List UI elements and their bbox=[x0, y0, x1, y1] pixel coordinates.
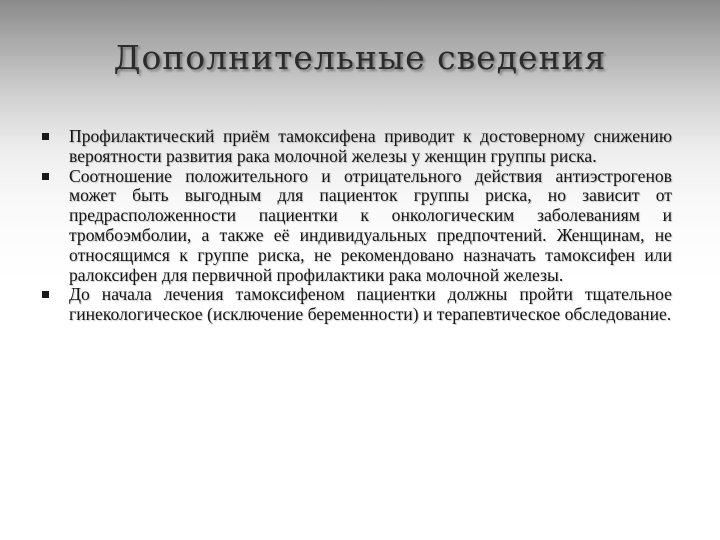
bullet-list bbox=[40, 127, 672, 325]
list-item bbox=[40, 285, 672, 325]
slide-title: Дополнительные сведения bbox=[113, 38, 607, 77]
list-item-text: Профилактический приём тамоксифена приводит к достоверному снижению вероятности развития рака молочной железы у женщин группы риска. bbox=[69, 126, 672, 166]
list-item bbox=[40, 167, 672, 286]
square-bullet-icon bbox=[42, 173, 49, 180]
list-item-text: До начала лечения тамоксифеном пациентки должны пройти тщательное гинекологическое (исключение беременности) и терапевтическое обследование. bbox=[69, 284, 672, 325]
square-bullet-icon bbox=[42, 133, 49, 140]
list-item bbox=[40, 127, 672, 167]
square-bullet-icon bbox=[42, 291, 49, 298]
list-item-text: Соотношение положительного и отрицательного действия антиэстрогенов может быть выгодным для пациенток группы риска, но зависит от предрасположенности пациентки к онкологическим заболеваниям и тромбоэмболии, а также её индивидуальных предпочтений. Женщинам, не относящимся к группе риска, не рекомендовано назначать тамоксифен или ралоксифен для первичной профилактики рака молочной железы. bbox=[69, 165, 672, 285]
